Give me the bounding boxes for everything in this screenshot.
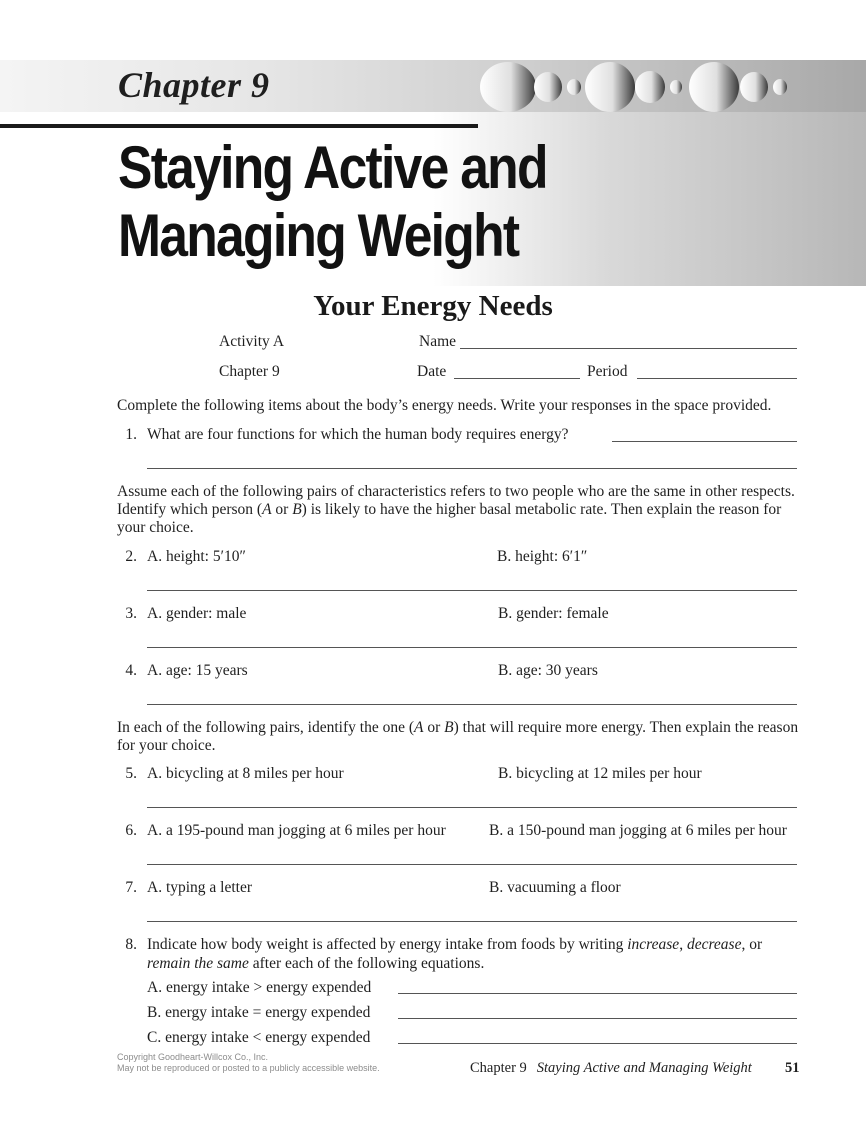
period-field[interactable] [637, 378, 797, 379]
question-number: 2. [125, 548, 137, 565]
question-5 [117, 765, 344, 783]
answer-line-8c[interactable] [398, 1043, 797, 1044]
date-label: Date [417, 363, 447, 380]
option-b: B. a 150-pound man jogging at 6 miles per hour [489, 822, 787, 839]
question-3 [117, 605, 246, 623]
option-a: A. typing a letter [147, 879, 253, 896]
option-a: A. age: 15 years [147, 662, 248, 679]
option-a: A. a 195-pound man jogging at 6 miles per hour [147, 822, 446, 839]
answer-line-7[interactable] [147, 921, 797, 922]
copyright-line-1: Copyright Goodheart-Willcox Co., Inc. [117, 1052, 269, 1062]
question-text: Indicate how body weight is affected by energy intake from foods by writing [147, 936, 628, 953]
period-label: Period [587, 363, 628, 380]
footer-chapter [470, 1060, 752, 1077]
question-8-cont [147, 955, 484, 973]
question-number: 3. [125, 605, 137, 622]
answer-line-8a[interactable] [398, 993, 797, 994]
decorative-circles-graphic [478, 60, 798, 112]
answer-line-3[interactable] [147, 647, 797, 648]
title-line-2: Managing Weight [118, 202, 519, 269]
option-a: A. bicycling at 8 miles per hour [147, 765, 344, 782]
form-chapter-label: Chapter 9 [219, 363, 280, 380]
equation-b: B. energy intake = energy expended [147, 1004, 371, 1021]
equation-a: A. energy intake > energy expended [147, 979, 372, 996]
chapter-label: Chapter 9 [118, 65, 270, 105]
answer-line-1a[interactable] [612, 441, 797, 442]
name-field[interactable] [460, 348, 797, 349]
question-text: What are four functions for which the human body requires energy? [147, 426, 569, 443]
page-title [118, 134, 565, 270]
option-b: B. age: 30 years [498, 662, 598, 679]
name-label: Name [419, 333, 457, 350]
page-number: 51 [785, 1060, 800, 1076]
activity-label: Activity A [219, 333, 285, 350]
question-4 [117, 662, 248, 680]
answer-line-8b[interactable] [398, 1018, 797, 1019]
question-2 [117, 548, 246, 566]
question-number: 6. [125, 822, 137, 839]
option-decrease: decrease [686, 936, 742, 953]
footer-chapter-number: Chapter 9 [470, 1060, 527, 1076]
instructions-energy: In each of the following pairs, identify the one (A or B) that will require more energy. Then explain the reason for your choice. [117, 719, 799, 754]
option-a: A. gender: male [147, 605, 247, 622]
instructions-intro: Complete the following items about the body’s energy needs. Write your responses in the space provided. [117, 397, 772, 414]
option-b: B. height: 6′1″ [497, 548, 588, 565]
separator: , [679, 936, 687, 953]
question-text: after each of the following equations. [248, 955, 485, 972]
option-b: B. vacuuming a floor [489, 879, 621, 896]
question-number: 1. [125, 426, 137, 443]
answer-line-5[interactable] [147, 807, 797, 808]
title-line-1: Staying Active and [118, 134, 547, 201]
option-b: B. gender: female [498, 605, 609, 622]
answer-line-4[interactable] [147, 704, 797, 705]
question-number: 8. [125, 936, 137, 953]
header-rule [0, 124, 478, 128]
answer-line-1b[interactable] [147, 468, 797, 469]
copyright-notice [117, 1052, 380, 1074]
question-number: 4. [125, 662, 137, 679]
question-1 [117, 426, 569, 444]
option-increase: increase [627, 936, 680, 953]
question-number: 7. [125, 879, 137, 896]
section-title: Your Energy Needs [313, 290, 553, 322]
footer-chapter-title: Staying Active and Managing Weight [536, 1060, 752, 1076]
answer-line-6[interactable] [147, 864, 797, 865]
question-7 [117, 879, 252, 897]
question-6 [117, 822, 446, 840]
option-b: B. bicycling at 12 miles per hour [498, 765, 702, 782]
copyright-line-2: May not be reproduced or posted to a publicly accessible website. [117, 1063, 380, 1073]
answer-line-2[interactable] [147, 590, 797, 591]
option-remain-same: remain the same [147, 955, 249, 972]
option-a: A. height: 5′10″ [147, 548, 246, 565]
date-field[interactable] [454, 378, 580, 379]
instructions-bmr: Assume each of the following pairs of characteristics refers to two people who are the same in other respects. Identify which person (A or B) is likely to have the higher basal metabolic rate. Then explain the reason for your choice. [117, 483, 795, 536]
separator: , or [741, 936, 763, 953]
question-number: 5. [125, 765, 137, 782]
equation-c: C. energy intake < energy expended [147, 1029, 371, 1046]
question-8 [117, 936, 807, 954]
